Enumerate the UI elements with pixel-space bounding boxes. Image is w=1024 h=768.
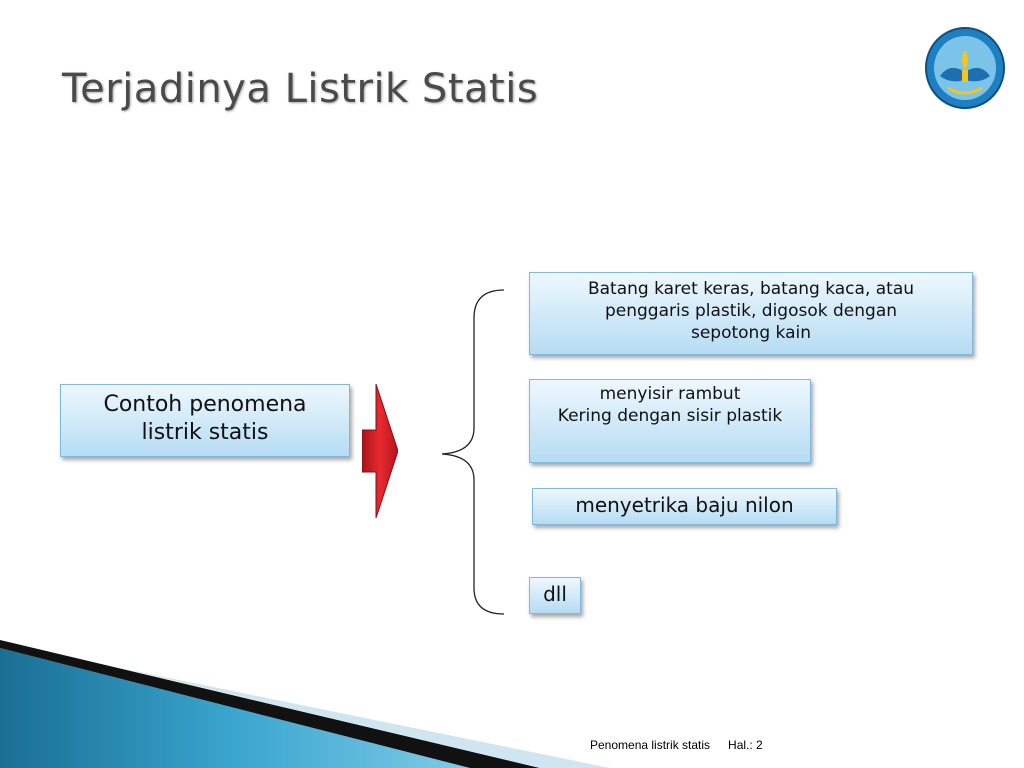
example-label: menyetrika baju nilon <box>575 493 794 517</box>
example-box <box>529 272 973 355</box>
slide-title: Terjadinya Listrik Statis <box>62 66 539 112</box>
example-label: menyisir rambut Kering dengan sisir plastik <box>557 384 783 426</box>
example-box <box>532 488 837 525</box>
source-box <box>60 384 350 457</box>
arrow-right-icon <box>362 384 398 518</box>
footer <box>590 738 763 752</box>
curly-brace-icon <box>438 288 508 618</box>
example-box <box>529 577 581 614</box>
decorative-swoosh <box>0 640 1024 768</box>
example-label: dll <box>543 582 567 606</box>
source-label: Contoh penomena listrik statis <box>103 392 307 445</box>
tut-wuri-handayani-logo <box>924 26 1006 110</box>
page-number: Hal.: 2 <box>728 738 763 752</box>
example-box <box>529 379 811 463</box>
example-label: Batang karet keras, batang kaca, atau penggaris plastik, digosok dengan sepotong kain <box>587 279 915 343</box>
footer-text: Penomena listrik statis <box>590 738 711 752</box>
